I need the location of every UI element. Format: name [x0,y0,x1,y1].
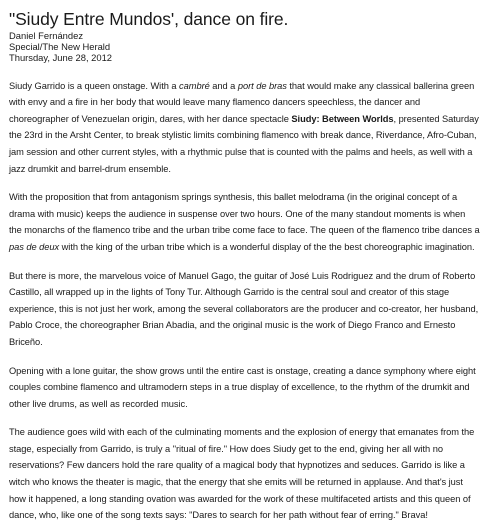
paragraph-text: Siudy Garrido is a queen onstage. With a [9,80,180,91]
paragraph-text: and a [209,80,238,91]
paragraph-text: , presented Saturday the 23rd in the Arsht Center, to break stylistic limits combining flamenco with break dance, Riverdance, Afro-Cuban, jam session and other current styles, with a rhythmic pulse that is counted with the palms and heels, as well with a jazz drumkit and barrel-drum ensemble. [9,113,479,174]
paragraph-text: With the proposition that from antagonism springs synthesis, this ballet melodrama (in the original concept of a drama with music) keeps the audience in suspense over two hours. One of the many standout moments is when the monarchs of the flamenco tribe and the urban tribe come face to face. The queen of the flamenco tribe dances a [9,192,480,236]
article-paragraph [9,424,480,524]
show-title-text: Siudy: Between Worlds [291,113,394,124]
paragraph-text: The audience goes wild with each of the culminating moments and the explosion of energy that emanates from the stage, especially from Garrido, is truly a "ritual of fire." How does Siudy get to the end, giving her all with no reservations? Few dancers hold the rare quality of a magical body that hypnotizes and seduces. Garrido is like a witch who knows the theater is magic, that the energy that she emits will be returned in applause. And that's just how it happened, a long standing ovation was awarded for the work of these multifaceted artists and this queen of dance, who, like one of the song texts says: "Dares to search for her path without fear of erring." Brava! [9,427,475,521]
article-body [9,78,480,524]
article-source: Special/The New Herald [9,41,111,53]
article-paragraph [9,268,480,351]
paragraph-text: that would make any classical ballerina green with envy and a fire in her body that would leave many flamenco dancers speechless, the dancer and choreographer of Venezuelan origin, dares, with her dance spectacle [9,80,475,124]
article-author: Daniel Fernández [9,30,84,41]
article-paragraph [9,78,480,178]
emphasis-text: pas de deux [9,241,60,252]
article-date: Thursday, June 28, 2012 [9,52,113,64]
paragraph-text: But there is more, the marvelous voice of Manuel Gago, the guitar of José Luis Rodriguez and the drum of Roberto Castillo, all wrapped up in the lights of Tony Tur. Although Garrido is the central soul and creator of this stage experience, this is not just her work, among the several collaborators are the producer and co-creator, her husband, Pablo Croce, the choreographer Brian Abadia, and the original music is the work of Diego Franco and Ernesto Briceño. [9,270,479,347]
paragraph-text: with the king of the urban tribe which is a wonderful display of the the best choreographic imagination. [59,241,475,252]
article-meta [9,30,480,64]
article-paragraph [9,189,480,255]
paragraph-text: Opening with a lone guitar, the show grows until the entire cast is onstage, creating a dance symphony where eight couples combine flamenco and ultramodern steps in a true display of excellence, to the rhythm of the drumkit and other live drums, as well as recorded music. [9,365,476,409]
article-title: "Siudy Entre Mundos', dance on fire. [9,9,289,29]
article-paragraph [9,363,480,413]
emphasis-text: port de bras [237,80,287,91]
emphasis-text: cambré [179,80,210,91]
